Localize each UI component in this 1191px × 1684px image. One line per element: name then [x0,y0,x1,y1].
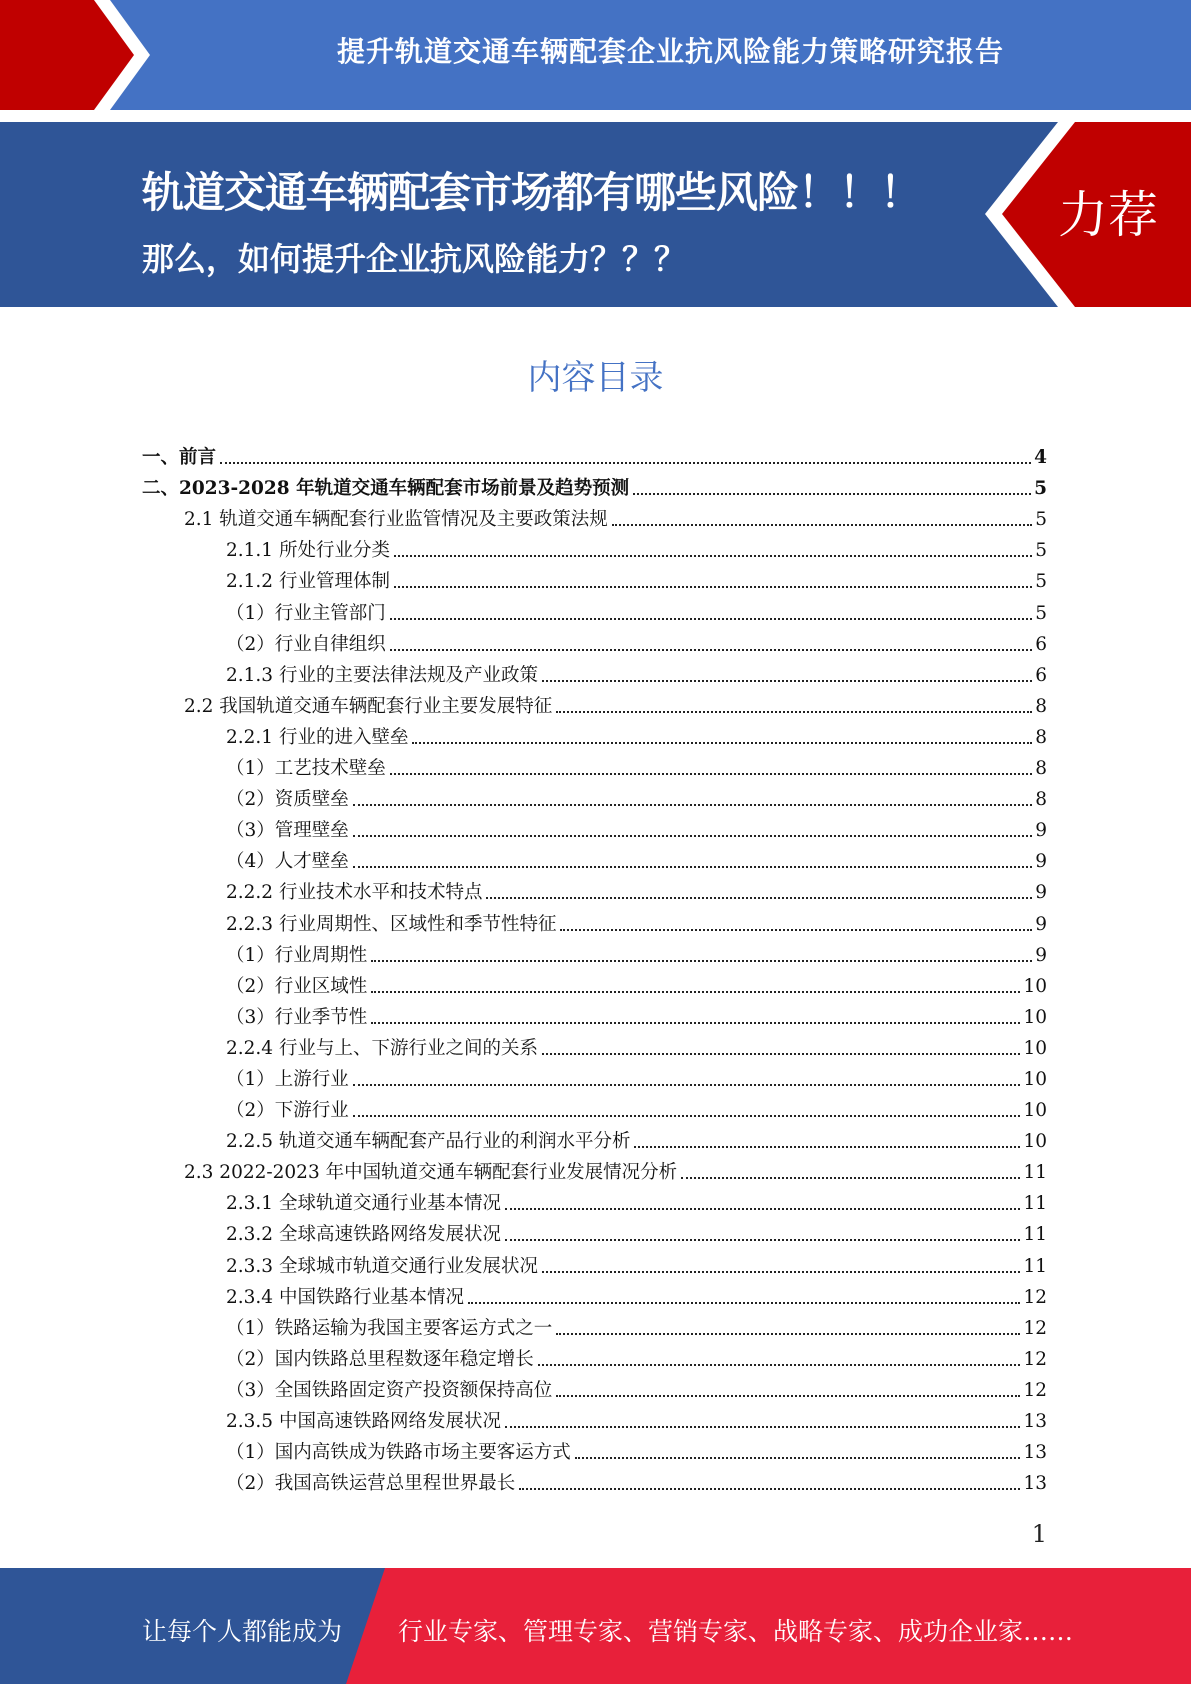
toc-entry-text: 2.3.5 中国高速铁路网络发展状况 [226,1411,501,1432]
toc-entry-page: 8 [1035,789,1047,811]
toc-entry-text: （1）工艺技术壁垒 [226,758,386,780]
toc-entry[interactable] [142,936,1047,967]
toc-entry[interactable] [142,1433,1047,1464]
toc-entry[interactable] [142,998,1047,1029]
toc-entry-text: （2）行业区域性 [226,975,368,997]
report-title: 提升轨道交通车辆配套企业抗风险能力策略研究报告 [336,35,1004,68]
toc-entry-page: 5 [1035,540,1047,562]
toc-entry[interactable] [142,1278,1047,1309]
toc-entry-page: 10 [1023,1006,1047,1028]
toc-entry-page: 5 [1034,478,1047,500]
toc-entry-page: 12 [1023,1317,1047,1339]
toc-leader-dots [612,524,1032,526]
toc-entry[interactable] [142,562,1047,593]
toc-leader-dots [681,1177,1020,1179]
toc-leader-dots [538,1364,1021,1366]
toc-entry[interactable] [142,438,1047,469]
toc-entry-page: 12 [1023,1379,1047,1401]
toc-leader-dots [486,897,1032,899]
toc-leader-dots [371,960,1032,962]
toc-entry[interactable] [142,1153,1047,1184]
toc-entry[interactable] [142,625,1047,656]
toc-leader-dots [371,1022,1020,1024]
toc-entry[interactable] [142,1060,1047,1091]
toc-entry-page: 12 [1023,1286,1047,1308]
toc-entry-text: （3）全国铁路固定资产投资额保持高位 [226,1379,553,1401]
hero-headline: 轨道交通车辆配套市场都有哪些风险！！！ [142,168,922,217]
toc-leader-dots [505,1426,1020,1428]
toc-leader-dots [394,555,1032,557]
toc-leader-dots [542,1053,1020,1055]
toc-entry-page: 13 [1023,1473,1047,1495]
toc-entry[interactable] [142,811,1047,842]
toc-entry-text: 2.1.1 所处行业分类 [226,540,390,562]
toc-entry-text: （1）行业周期性 [226,944,368,966]
toc-leader-dots [556,1395,1020,1397]
table-of-contents [142,438,1047,1495]
recommend-badge: 力荐 [1058,186,1158,244]
toc-leader-dots [390,773,1032,775]
toc-entry-page: 10 [1023,1100,1047,1122]
toc-entry-page: 8 [1035,758,1047,780]
toc-leader-dots [556,711,1032,713]
toc-leader-dots [560,929,1032,931]
toc-entry[interactable] [142,656,1047,687]
toc-entry[interactable] [142,1371,1047,1402]
toc-entry-page: 8 [1035,695,1047,717]
toc-leader-dots [519,1488,1020,1490]
toc-entry-text: （2）下游行业 [226,1100,349,1122]
toc-entry-text: 2.3.4 中国铁路行业基本情况 [226,1286,464,1308]
toc-entry[interactable] [142,749,1047,780]
toc-entry-text: （2）我国高铁运营总里程世界最长 [226,1473,516,1495]
toc-entry-page: 13 [1023,1411,1047,1432]
toc-entry-text: 2.2.2 行业技术水平和技术特点 [226,882,483,904]
toc-entry-text: 2.3.1 全球轨道交通行业基本情况 [226,1193,501,1215]
toc-leader-dots [505,1208,1020,1210]
toc-entry[interactable] [142,718,1047,749]
toc-entry-page: 10 [1023,1037,1047,1059]
toc-leader-dots [220,462,1031,464]
toc-entry[interactable] [142,1122,1047,1153]
toc-entry[interactable] [142,687,1047,718]
toc-entry-text: 2.2.3 行业周期性、区域性和季节性特征 [226,913,557,935]
toc-entry[interactable] [142,531,1047,562]
toc-entry-text: 2.2.4 行业与上、下游行业之间的关系 [226,1037,538,1059]
toc-entry-text: 2.1.3 行业的主要法律法规及产业政策 [226,664,538,686]
toc-entry[interactable] [142,1402,1047,1433]
toc-entry-page: 10 [1023,1068,1047,1090]
toc-entry-page: 10 [1023,1131,1047,1153]
toc-entry-page: 11 [1023,1162,1047,1184]
toc-leader-dots [390,618,1032,620]
toc-entry-text: 2.2.5 轨道交通车辆配套产品行业的利润水平分析 [226,1131,631,1153]
footer-slogan-right: 行业专家、管理专家、营销专家、战略专家、成功企业家…… [398,1617,1074,1646]
toc-entry[interactable] [142,1184,1047,1215]
toc-entry-page: 13 [1023,1442,1047,1464]
toc-entry-text: 2.3 2022-2023 年中国轨道交通车辆配套行业发展情况分析 [184,1162,678,1184]
toc-leader-dots [633,493,1031,495]
toc-entry-text: 2.2 我国轨道交通车辆配套行业主要发展特征 [184,695,553,717]
toc-entry-page: 11 [1023,1224,1047,1246]
toc-entry-page: 9 [1035,820,1047,842]
toc-entry-page: 12 [1023,1348,1047,1370]
toc-leader-dots [542,1271,1020,1273]
toc-leader-dots [412,742,1032,744]
toc-leader-dots [390,649,1032,651]
toc-entry-page: 5 [1035,602,1047,624]
toc-leader-dots [394,586,1032,588]
toc-leader-dots [505,1239,1020,1241]
toc-entry-text: （2）资质壁垒 [226,789,349,811]
toc-entry[interactable] [142,780,1047,811]
page-number: 1 [1031,1520,1047,1548]
toc-entry[interactable] [142,904,1047,935]
toc-entry-text: （1）国内高铁成为铁路市场主要客运方式 [226,1442,571,1464]
toc-leader-dots [353,1084,1021,1086]
toc-entry-page: 9 [1035,882,1047,904]
toc-entry-text: 2.1 轨道交通车辆配套行业监管情况及主要政策法规 [184,509,608,531]
toc-entry-text: 二、2023-2028 年轨道交通车辆配套市场前景及趋势预测 [142,478,630,500]
toc-entry-text: （2）行业自律组织 [226,633,386,655]
toc-leader-dots [542,680,1032,682]
toc-entry-text: （3）管理壁垒 [226,820,349,842]
toc-leader-dots [353,835,1032,837]
toc-entry-text: （2）国内铁路总里程数逐年稳定增长 [226,1348,534,1370]
toc-entry[interactable] [142,1029,1047,1060]
toc-entry[interactable] [142,1464,1047,1495]
toc-leader-dots [634,1146,1020,1148]
toc-entry[interactable] [142,1309,1047,1340]
toc-entry[interactable] [142,1246,1047,1277]
toc-leader-dots [575,1457,1021,1459]
toc-entry[interactable] [142,469,1047,500]
toc-entry-text: （3）行业季节性 [226,1006,368,1028]
toc-leader-dots [353,1115,1021,1117]
toc-entry-text: 2.3.2 全球高速铁路网络发展状况 [226,1224,501,1246]
hero-subheadline: 那么，如何提升企业抗风险能力？？？ [142,240,687,278]
toc-entry[interactable] [142,1215,1047,1246]
footer-slogan-left: 让每个人都能成为 [142,1617,343,1646]
toc-entry-text: （1）行业主管部门 [226,602,386,624]
toc-entry-text: 2.3.3 全球城市轨道交通行业发展状况 [226,1255,538,1277]
toc-entry[interactable] [142,967,1047,998]
toc-entry[interactable] [142,873,1047,904]
toc-entry-text: 一、前言 [142,447,217,469]
toc-entry-text: （4）人才壁垒 [226,851,349,873]
toc-entry-page: 11 [1023,1193,1047,1215]
toc-entry-page: 9 [1035,913,1047,935]
toc-entry-page: 8 [1035,726,1047,748]
toc-leader-dots [353,804,1032,806]
toc-title: 内容目录 [527,358,664,398]
toc-entry-page: 5 [1035,571,1047,593]
toc-leader-dots [371,991,1020,993]
toc-entry[interactable] [142,1340,1047,1371]
toc-leader-dots [468,1302,1020,1304]
toc-entry-page: 9 [1035,851,1047,873]
toc-entry-text: 2.1.2 行业管理体制 [226,571,390,593]
toc-entry[interactable] [142,1091,1047,1122]
toc-leader-dots [556,1333,1020,1335]
toc-entry-text: （1）铁路运输为我国主要客运方式之一 [226,1317,553,1339]
toc-entry[interactable] [142,500,1047,531]
toc-entry-text: 2.2.1 行业的进入壁垒 [226,726,409,748]
toc-entry-page: 10 [1023,975,1047,997]
toc-entry-page: 5 [1035,509,1047,531]
toc-entry-page: 11 [1023,1255,1047,1277]
toc-entry-text: （1）上游行业 [226,1068,349,1090]
toc-entry-page: 4 [1034,447,1047,469]
toc-entry-page: 6 [1035,664,1047,686]
toc-entry[interactable] [142,842,1047,873]
toc-entry-page: 9 [1035,944,1047,966]
toc-entry-page: 6 [1035,633,1047,655]
toc-entry[interactable] [142,593,1047,624]
toc-leader-dots [353,866,1032,868]
